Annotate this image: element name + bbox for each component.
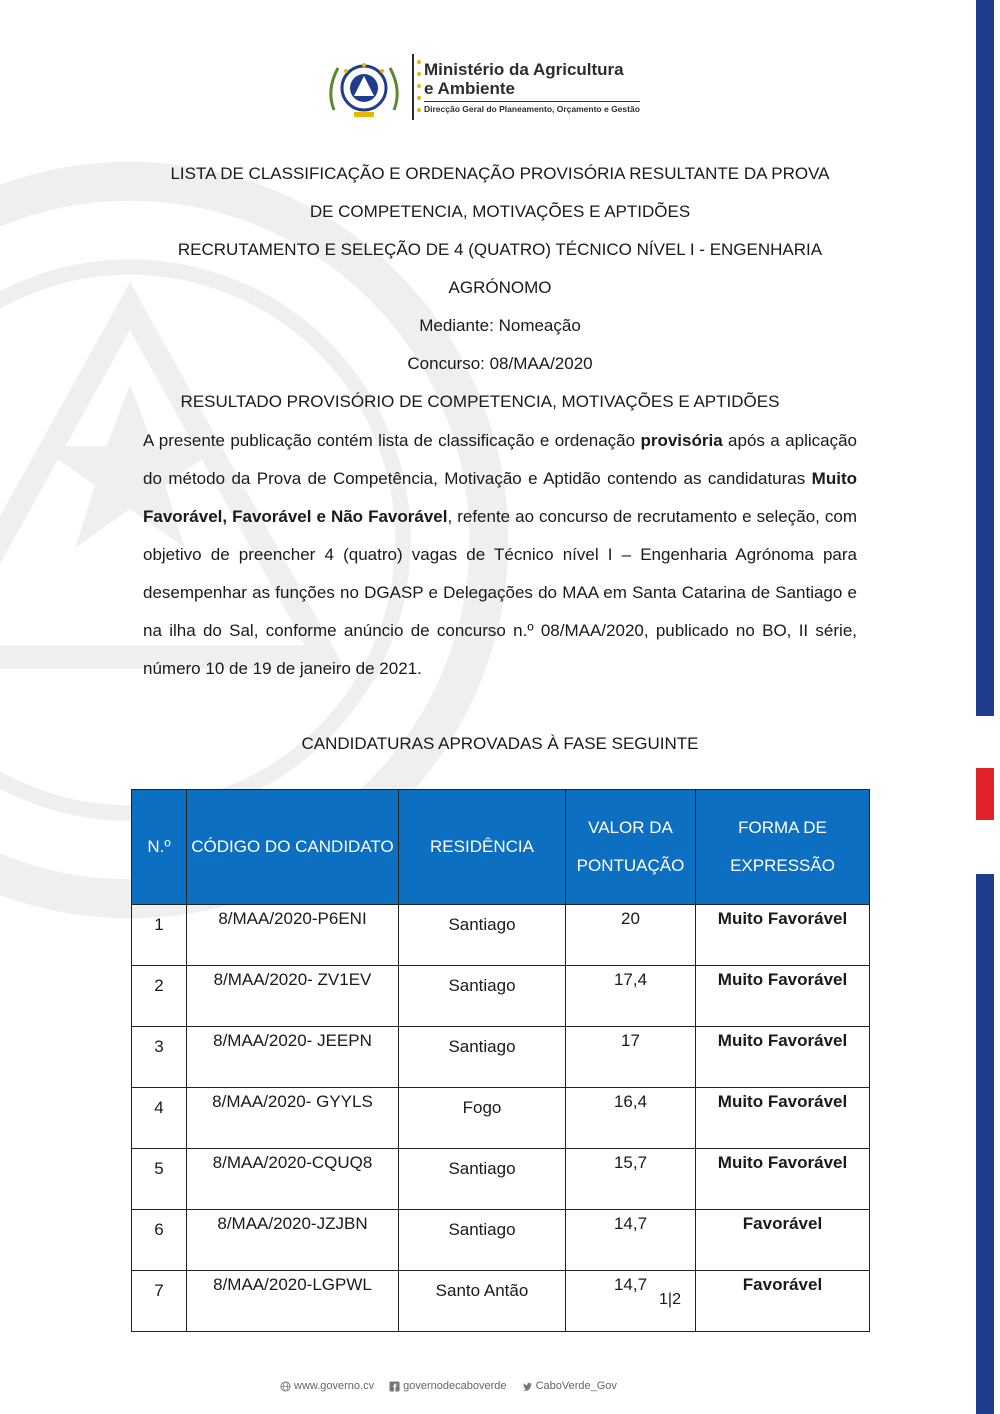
header-number: N.º xyxy=(132,790,187,905)
coat-of-arms-icon xyxy=(324,56,404,120)
table-row xyxy=(132,966,870,1027)
cell-candidate-code: 8/MAA/2020- ZV1EV xyxy=(187,966,399,1027)
side-bar-red xyxy=(976,768,994,820)
table-header-row xyxy=(132,790,870,905)
cell-number: 4 xyxy=(132,1088,187,1149)
title-line-2: DE COMPETENCIA, MOTIVAÇÕES E APTIDÕES xyxy=(309,202,691,221)
cell-residence: Santiago xyxy=(399,966,566,1027)
intro-bold-provisional: provisória xyxy=(640,431,723,450)
cell-score: 16,4 xyxy=(566,1088,696,1149)
ministry-header xyxy=(324,52,684,122)
cell-expression-form: Favorável xyxy=(696,1271,870,1332)
cell-number: 3 xyxy=(132,1027,187,1088)
side-bar-blue-bottom xyxy=(976,874,994,1414)
cell-candidate-code: 8/MAA/2020-P6ENI xyxy=(187,905,399,966)
intro-text-1: A presente publicação contém lista de classificação e ordenação xyxy=(143,431,641,450)
cell-candidate-code: 8/MAA/2020-JZJBN xyxy=(187,1210,399,1271)
globe-icon xyxy=(280,1381,291,1392)
table-title: CANDIDATURAS APROVADAS À FASE SEGUINTE xyxy=(301,734,699,753)
cell-residence: Santiago xyxy=(399,1210,566,1271)
cell-residence: Santiago xyxy=(399,1027,566,1088)
cell-score: 17 xyxy=(566,1027,696,1088)
stars-icon xyxy=(415,56,423,120)
facebook-icon xyxy=(389,1381,400,1392)
cell-score: 17,4 xyxy=(566,966,696,1027)
cell-residence: Santo Antão xyxy=(399,1271,566,1332)
cell-candidate-code: 8/MAA/2020- JEEPN xyxy=(187,1027,399,1088)
directorate-name: Direcção Geral do Planeamento, Orçamento e Gestão xyxy=(424,101,640,114)
header-candidate-code: CÓDIGO DO CANDIDATO xyxy=(187,790,399,905)
result-heading: RESULTADO PROVISÓRIO DE COMPETENCIA, MOTIVAÇÕES E APTIDÕES xyxy=(180,392,780,411)
header-expression-form: FORMA DE EXPRESSÃO xyxy=(696,790,870,905)
cell-expression-form: Muito Favorável xyxy=(696,1088,870,1149)
header-divider xyxy=(412,54,414,120)
table-row xyxy=(132,1088,870,1149)
contest-number: Concurso: 08/MAA/2020 xyxy=(407,354,593,373)
header-score: VALOR DA PONTUAÇÃO xyxy=(566,790,696,905)
intro-paragraph xyxy=(143,422,857,688)
footer xyxy=(280,1380,720,1392)
ministry-line-2: e Ambiente xyxy=(424,79,516,98)
cell-score: 14,7 xyxy=(566,1271,696,1332)
cell-residence: Santiago xyxy=(399,1149,566,1210)
cell-score: 15,7 xyxy=(566,1149,696,1210)
cell-candidate-code: 8/MAA/2020-CQUQ8 xyxy=(187,1149,399,1210)
table-row xyxy=(132,1149,870,1210)
candidates-table xyxy=(131,789,870,1332)
footer-facebook-link[interactable]: governodecaboverde xyxy=(403,1380,507,1393)
intro-text-2: após a aplicação do método da Prova de Competência, Motivação e Aptidão contendo as candidaturas xyxy=(143,431,857,488)
cell-number: 7 xyxy=(132,1271,187,1332)
title-line-1: LISTA DE CLASSIFICAÇÃO E ORDENAÇÃO PROVISÓRIA RESULTANTE DA PROVA xyxy=(170,164,830,183)
appointment-mode: Mediante: Nomeação xyxy=(419,316,581,335)
table-row xyxy=(132,1027,870,1088)
title-line-4: AGRÓNOMO xyxy=(448,278,552,297)
cell-expression-form: Muito Favorável xyxy=(696,1027,870,1088)
side-bar-blue-top xyxy=(976,0,994,716)
table-row xyxy=(132,905,870,966)
twitter-icon xyxy=(522,1381,533,1392)
cell-number: 5 xyxy=(132,1149,187,1210)
table-row xyxy=(132,1210,870,1271)
cell-candidate-code: 8/MAA/2020- GYYLS xyxy=(187,1088,399,1149)
cell-expression-form: Muito Favorável xyxy=(696,1149,870,1210)
cell-expression-form: Muito Favorável xyxy=(696,905,870,966)
intro-bold-ratings: Muito Favorável, Favorável e Não Favorável xyxy=(143,469,857,526)
cell-number: 1 xyxy=(132,905,187,966)
ministry-line-1: Ministério da Agricultura xyxy=(424,60,624,79)
cell-candidate-code: 8/MAA/2020-LGPWL xyxy=(187,1271,399,1332)
footer-website-link[interactable]: www.governo.cv xyxy=(294,1380,375,1393)
ministry-name xyxy=(424,60,624,98)
cell-score: 20 xyxy=(566,905,696,966)
intro-text-3: , refente ao concurso de recrutamento e seleção, com objetivo de preencher 4 (quatro) vagas de Técnico nível I – Engenharia Agrónoma para desempenhar as funções no DGASP e Delegações do MAA em Santa Catarina de Santiago e na ilha do Sal, conforme anúncio de concurso n.º 08/MAA/2020, publicado no BO, II série, número 10 de 19 de janeiro de 2021. xyxy=(143,507,858,678)
title-line-3: RECRUTAMENTO E SELEÇÃO DE 4 (QUATRO) TÉCNICO NÍVEL I - ENGENHARIA xyxy=(177,240,823,259)
cell-number: 2 xyxy=(132,966,187,1027)
cell-residence: Fogo xyxy=(399,1088,566,1149)
header-residence: RESIDÊNCIA xyxy=(399,790,566,905)
page-number: 1|2 xyxy=(659,1291,681,1308)
cell-score: 14,7 xyxy=(566,1210,696,1271)
table-row xyxy=(132,1271,870,1332)
footer-twitter-link[interactable]: CaboVerde_Gov xyxy=(535,1380,617,1393)
cell-expression-form: Muito Favorável xyxy=(696,966,870,1027)
cell-residence: Santiago xyxy=(399,905,566,966)
cell-expression-form: Favorável xyxy=(696,1210,870,1271)
cell-number: 6 xyxy=(132,1210,187,1271)
